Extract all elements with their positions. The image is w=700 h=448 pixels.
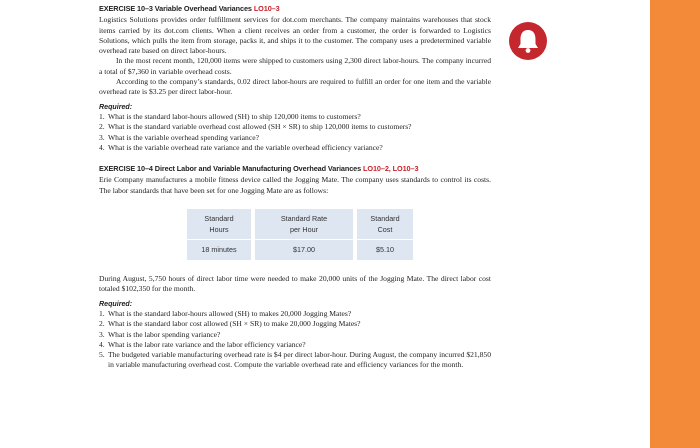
question-item: 2. What is the standard labor cost allowed (SH × SR) to make 20,000 Jogging Mates? bbox=[99, 319, 361, 329]
question-item: 3. What is the variable overhead spending variance? bbox=[99, 132, 259, 142]
question-item: 3. What is the labor spending variance? bbox=[99, 329, 221, 339]
exercise-10-3-heading bbox=[99, 4, 491, 14]
question-item: 2. What is the standard variable overhead cost allowed (SH × SR) to ship 120,000 items to customers? bbox=[99, 122, 412, 132]
question-item: 4. What is the variable overhead rate variance and the variable overhead efficiency variance? bbox=[99, 142, 383, 152]
labor-standards-table bbox=[187, 209, 413, 260]
header-standard-cost: Standard Cost bbox=[357, 209, 413, 240]
exercise-10-3-paragraph-2: In the most recent month, 120,000 items were shipped to customers using 2,300 direct labor-hours. The company incurred a total of $7,360 in variable overhead costs. bbox=[99, 56, 491, 76]
orange-side-bar bbox=[650, 0, 700, 448]
exercise-10-3-questions bbox=[99, 112, 491, 153]
exercise-10-4-label: EXERCISE 10–4 Direct Labor and Variable Manufacturing Overhead Variances bbox=[99, 164, 362, 174]
header-standard-rate: Standard Rate per Hour bbox=[255, 209, 353, 240]
exercise-10-4-paragraph-2: During August, 5,750 hours of direct labor time were needed to make 20,000 units of the Jogging Mate. The direct labor cost totaled $102,350 for the month. bbox=[99, 274, 491, 294]
cell-standard-hours: 18 minutes bbox=[187, 240, 251, 261]
question-item: 5. The budgeted variable manufacturing overhead rate is $4 per direct labor-hour. During August, the company incurred $21,850 in variable manufacturing overhead cost. Compute the variable overhead rate and efficiency variances for the month. bbox=[99, 350, 491, 370]
exercise-10-4-lo: LO10–2, LO10–3 bbox=[363, 164, 419, 174]
document-content bbox=[99, 4, 491, 371]
exercise-10-3-label: EXERCISE 10–3 Variable Overhead Variances bbox=[99, 4, 252, 13]
exercise-10-4-questions bbox=[99, 309, 491, 371]
exercise-10-4-intro: Erie Company manufactures a mobile fitness device called the Jogging Mate. The company uses standards to control its costs. The labor standards that have been set for one Jogging Mate are as follows: bbox=[99, 175, 491, 195]
exercise-10-3-required: Required: bbox=[99, 102, 133, 111]
question-item: 1. What is the standard labor-hours allowed (SH) to ship 120,000 items to customers? bbox=[99, 111, 361, 121]
cell-standard-cost: $5.10 bbox=[357, 240, 413, 261]
exercise-10-4-required: Required: bbox=[99, 299, 133, 308]
exercise-10-3-paragraph-3: According to the company’s standards, 0.02 direct labor-hours are required to fulfill an order for one item and the variable overhead rate is $3.25 per direct labor-hour. bbox=[99, 77, 491, 97]
cell-standard-rate: $17.00 bbox=[255, 240, 353, 261]
exercise-10-3-lo: LO10–3 bbox=[253, 4, 280, 13]
exercise-10-3-intro: Logistics Solutions provides order fulfillment services for dot.com merchants. The company maintains warehouses that stock items carried by its dot.com clients. When a client receives an order from a customer, the order is forwarded to Logistics Solutions, which pulls the item from storage, packs it, and ships it to the customer. The company uses a predetermined variable overhead rate based on direct labor-hours. bbox=[99, 15, 491, 56]
question-item: 4. What is the labor rate variance and the labor efficiency variance? bbox=[99, 339, 306, 349]
exercise-10-4-heading bbox=[99, 164, 491, 174]
bell-icon[interactable] bbox=[509, 22, 547, 60]
header-standard-hours: Standard Hours bbox=[187, 209, 251, 240]
question-item: 1. What is the standard labor-hours allowed (SH) to makes 20,000 Jogging Mates? bbox=[99, 308, 352, 318]
